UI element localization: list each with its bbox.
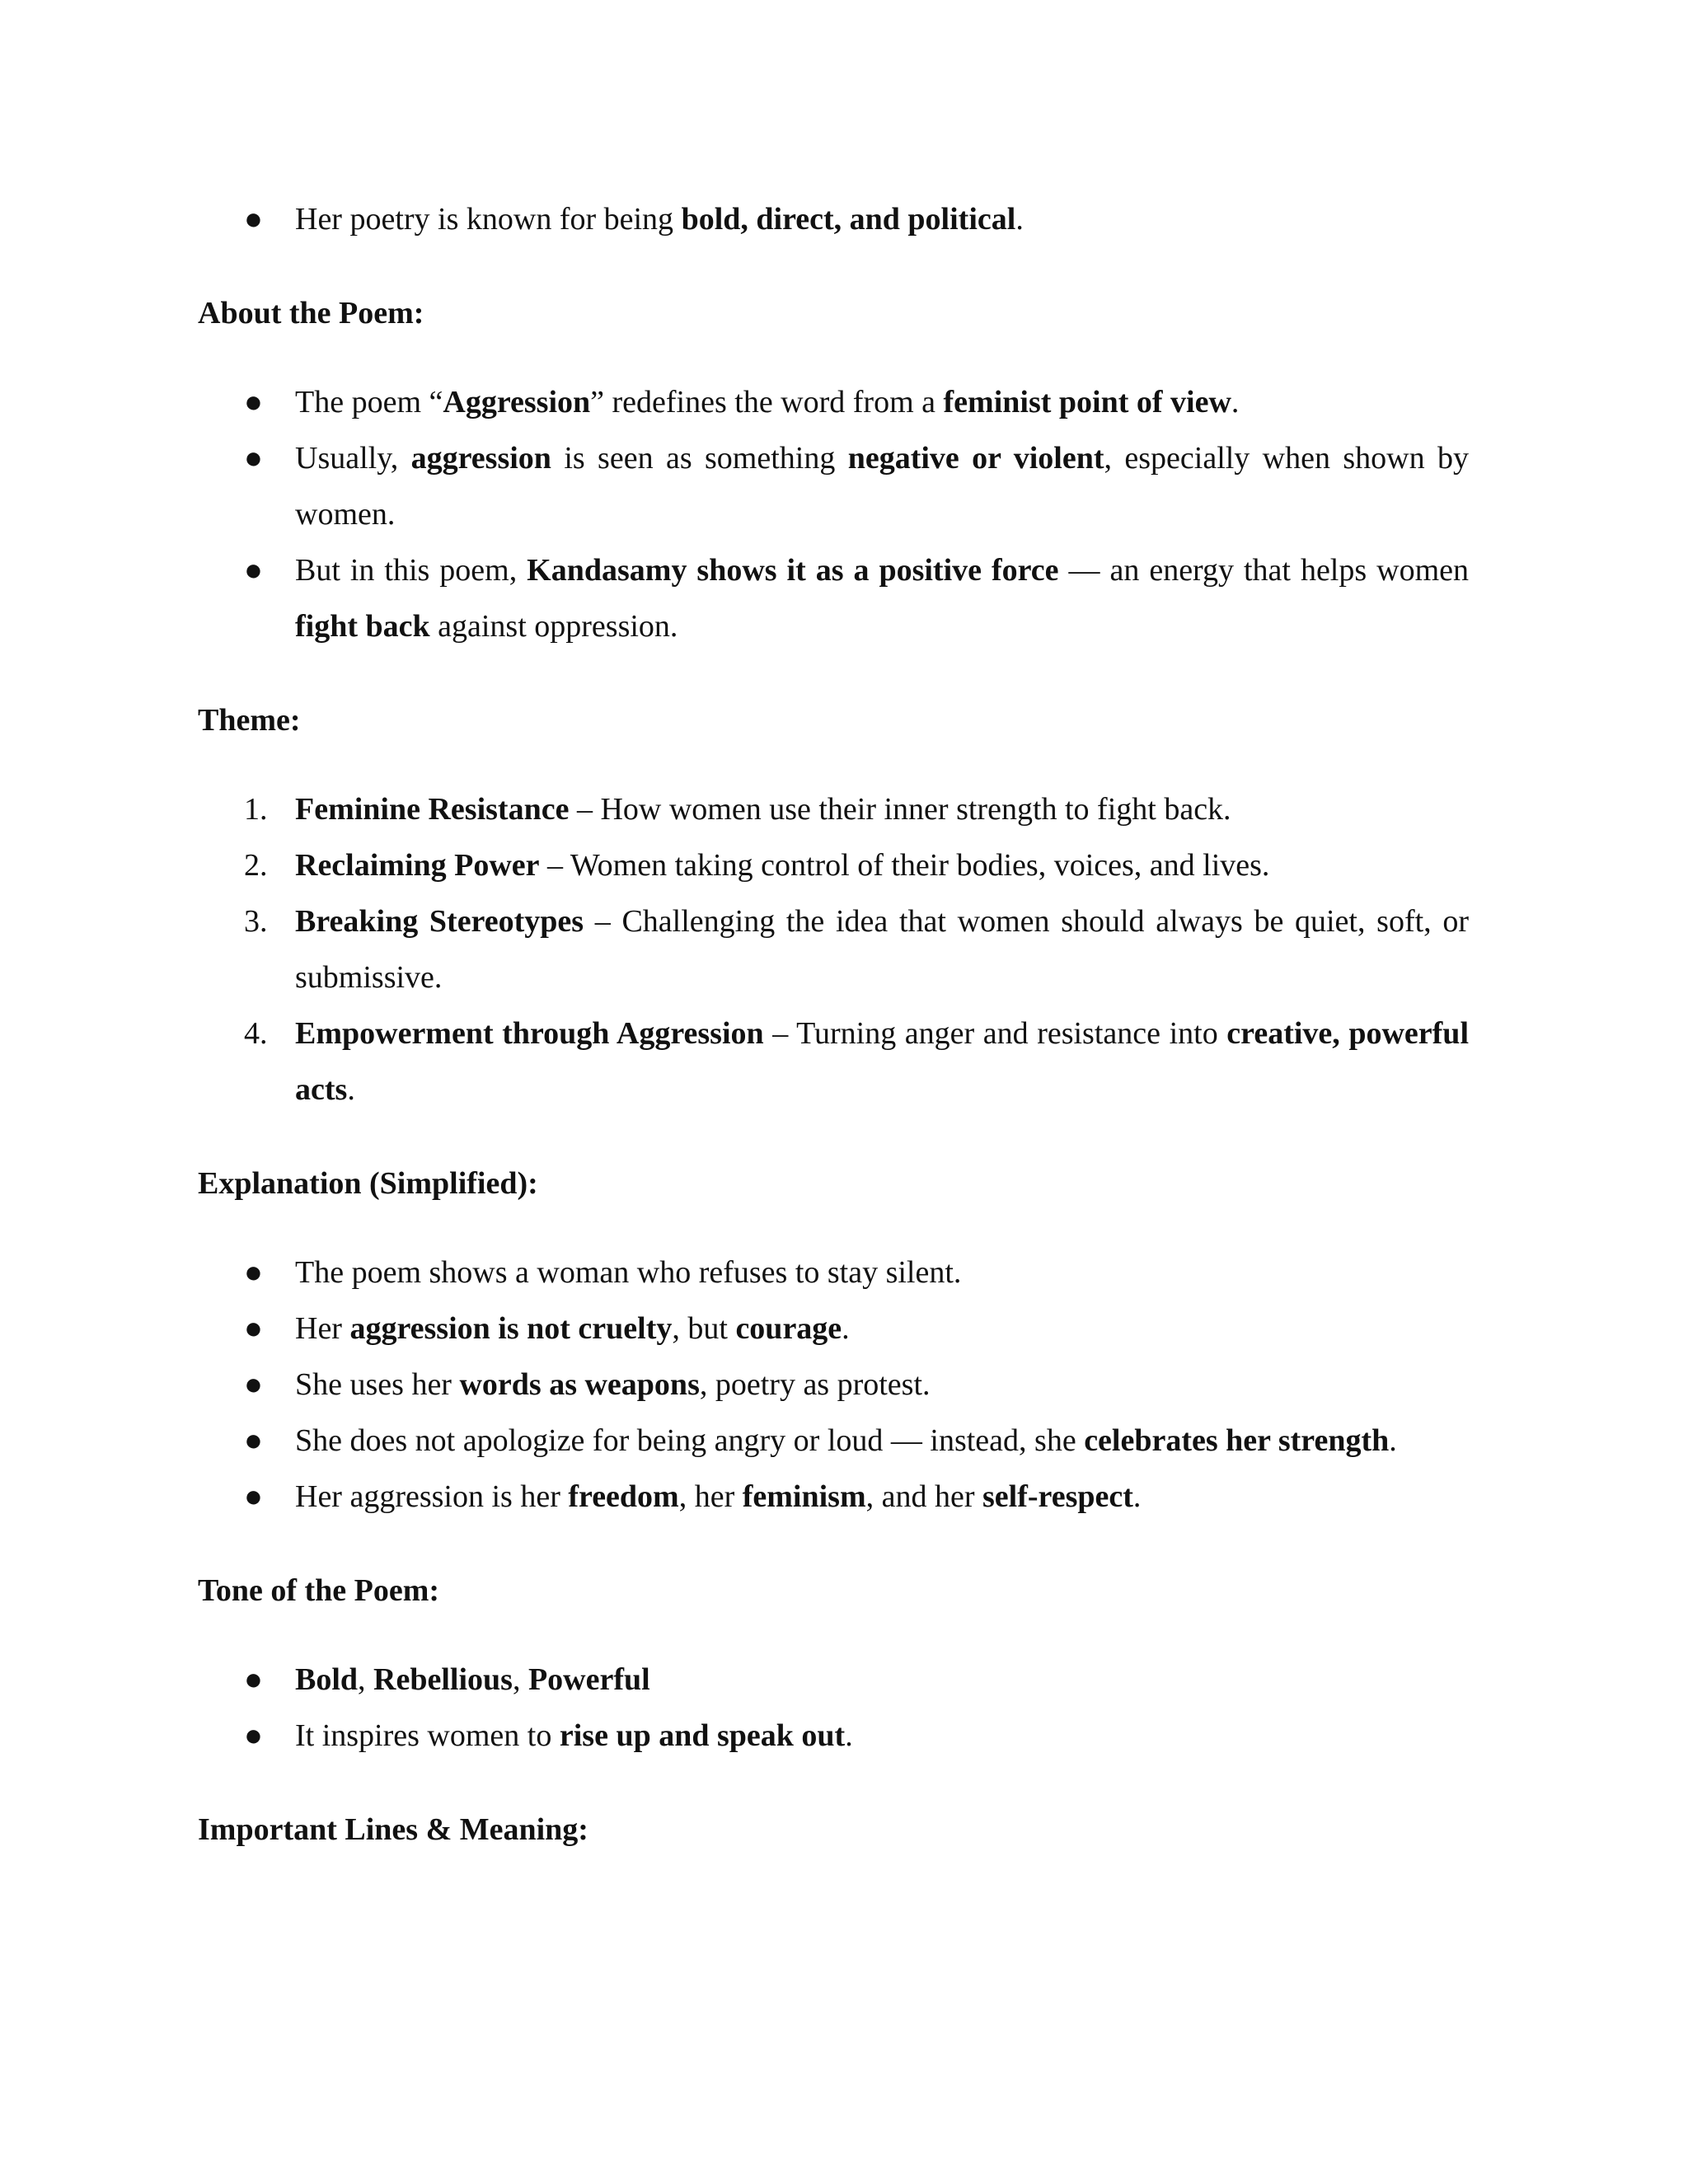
list-item [198, 374, 1469, 430]
bold-run: Aggression [443, 385, 591, 419]
bold-run: Powerful [528, 1662, 650, 1697]
text-run: The poem “ [295, 385, 443, 419]
numbered-item [198, 893, 1469, 1005]
heading-tone: Tone of the Poem: [198, 1573, 440, 1608]
text-run: . [347, 1072, 355, 1107]
bold-run: Feminine Resistance [295, 792, 570, 827]
text-run: , especially when shown by women. [295, 441, 1469, 532]
text-run: ” redefines the word from a [590, 385, 944, 419]
list-item [198, 430, 1469, 542]
bold-run: Empowerment through Aggression [295, 1016, 764, 1051]
list-item [198, 1301, 1469, 1357]
bullet-marker: ● [244, 1662, 263, 1697]
heading-theme: Theme: [198, 703, 301, 738]
bold-run: Rebellious [373, 1662, 513, 1697]
heading-about-the-poem: About the Poem: [198, 296, 424, 330]
text-run: – Turning anger and resistance into [763, 1016, 1227, 1051]
list-item [198, 1469, 1469, 1525]
text-run: Her aggression is her [295, 1479, 569, 1514]
text-run: — an energy that helps women [1058, 553, 1469, 588]
bold-run: self-respect [982, 1479, 1133, 1514]
text-run: Her poetry is known for being [295, 202, 682, 237]
text-run: , but [672, 1311, 736, 1346]
text-run: , her [678, 1479, 743, 1514]
bold-run: bold, direct, and political [681, 202, 1016, 237]
about-list [198, 374, 1469, 654]
bold-run: courage [735, 1311, 842, 1346]
list-item [198, 1652, 1469, 1708]
list-item [198, 191, 1469, 247]
bold-run: Bold [295, 1662, 359, 1697]
text-run: . [1015, 202, 1024, 237]
text-run: The poem shows a woman who refuses to stay silent. [295, 1255, 962, 1290]
text-run: , poetry as protest. [699, 1367, 931, 1402]
bullet-marker: ● [244, 1367, 263, 1402]
list-item [198, 1413, 1469, 1469]
bullet-marker: ● [244, 1423, 263, 1458]
text-run: , [358, 1662, 374, 1697]
text-run: – How women use their inner strength to fight back. [569, 792, 1231, 827]
text-run: – Challenging the idea that women should always be quiet, soft, or submissive. [295, 904, 1470, 995]
bold-run: rise up and speak out [559, 1718, 846, 1753]
text-run: , and her [865, 1479, 983, 1514]
text-run: is seen as something [551, 441, 848, 476]
item-number: 3. [244, 904, 268, 939]
bullet-marker: ● [244, 1718, 263, 1753]
bold-run: creative, powerful acts [295, 1016, 1469, 1107]
bold-run: words as weapons [459, 1367, 700, 1402]
text-run: . [845, 1718, 853, 1753]
numbered-item [198, 837, 1469, 893]
bold-run: Reclaiming Power [295, 848, 540, 883]
text-run: , [512, 1662, 528, 1697]
bullet-marker: ● [244, 553, 263, 588]
heading-explanation: Explanation (Simplified): [198, 1166, 538, 1201]
bullet-marker: ● [244, 1255, 263, 1290]
numbered-item [198, 1005, 1469, 1118]
bold-run: negative or violent [847, 441, 1104, 476]
bold-run: Breaking Stereotypes [295, 904, 584, 939]
list-item [198, 1357, 1469, 1413]
text-run: – Women taking control of their bodies, voices, and lives. [539, 848, 1270, 883]
bullet-marker: ● [244, 202, 263, 237]
item-number: 4. [244, 1016, 268, 1051]
intro-list [198, 191, 1469, 247]
text-run: . [1132, 1479, 1142, 1514]
tone-list [198, 1652, 1469, 1764]
text-run: But in this poem, [295, 553, 528, 588]
bullet-marker: ● [244, 1311, 263, 1346]
document-body [198, 191, 1469, 1858]
text-run: She uses her [295, 1367, 460, 1402]
bullet-marker: ● [244, 441, 263, 476]
list-item [198, 1244, 1469, 1301]
bullet-marker: ● [244, 385, 263, 419]
text-run: . [1231, 385, 1240, 419]
list-item [198, 1708, 1469, 1764]
theme-list [198, 781, 1469, 1118]
text-run: Her [295, 1311, 350, 1346]
bold-run: aggression [410, 441, 551, 476]
explanation-list [198, 1244, 1469, 1525]
bold-run: Kandasamy shows it as a positive force [527, 553, 1059, 588]
bold-run: feminist point of view [943, 385, 1231, 419]
bold-run: freedom [568, 1479, 679, 1514]
text-run: It inspires women to [295, 1718, 560, 1753]
item-number: 1. [244, 792, 268, 827]
text-run: . [842, 1311, 850, 1346]
text-run: Usually, [295, 441, 411, 476]
bullet-marker: ● [244, 1479, 263, 1514]
bold-run: feminism [742, 1479, 866, 1514]
list-item [198, 542, 1469, 654]
item-number: 2. [244, 848, 268, 883]
text-run: . [1389, 1423, 1397, 1458]
text-run: against oppression. [429, 609, 678, 644]
numbered-item [198, 781, 1469, 837]
bold-run: celebrates her strength [1084, 1423, 1390, 1458]
text-run: She does not apologize for being angry or loud — instead, she [295, 1423, 1085, 1458]
bold-run: fight back [295, 609, 430, 644]
bold-run: aggression is not cruelty [349, 1311, 673, 1346]
heading-important-lines: Important Lines & Meaning: [198, 1812, 588, 1847]
